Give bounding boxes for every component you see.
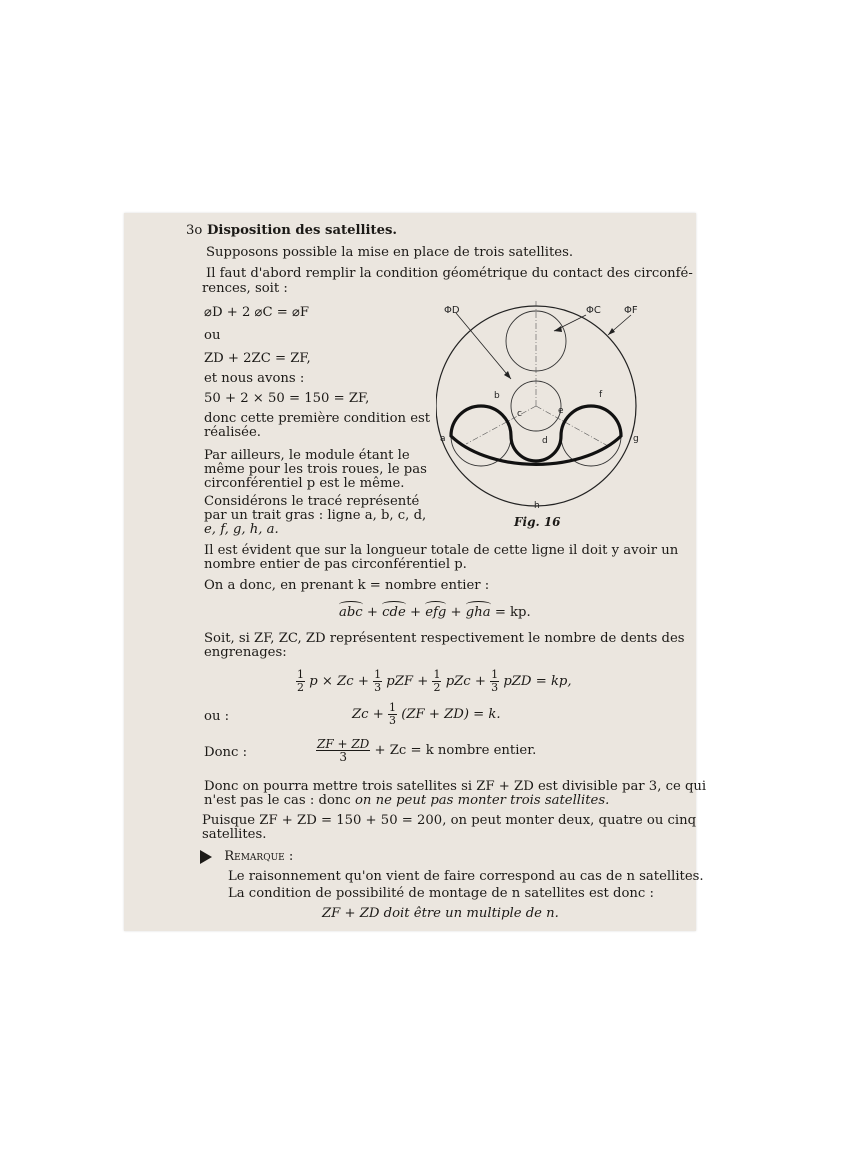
paragraph: On a donc, en prenant k = nombre entier : (204, 578, 490, 593)
fraction-num: ZF + ZD (317, 737, 370, 751)
paragraph: satellites. (202, 827, 267, 842)
paragraph: e, f, g, h, a. (204, 522, 279, 537)
term: Zc + (352, 707, 384, 722)
equation-diameters: ⌀D + 2 ⌀C = ⌀F (204, 305, 310, 320)
paragraph: Par ailleurs, le module étant le (204, 448, 410, 463)
term: + Zc = k nombre entier. (374, 743, 537, 758)
label-phi-d: ΦD (444, 305, 460, 316)
label-g: g (633, 434, 639, 444)
paragraph: circonférentiel p est le même. (204, 476, 405, 491)
paragraph: rences, soit : (202, 281, 288, 296)
paragraph: Donc on pourra mettre trois satellites si ZF + ZD est divisible par 3, ce qui (204, 779, 707, 794)
section-title: Disposition des satellites. (207, 223, 398, 238)
remarque-heading (200, 849, 293, 864)
fraction-num: 1 (374, 668, 382, 681)
paragraph: Il est évident que sur la longueur totale de cette ligne il doit y avoir un (204, 543, 679, 558)
label-d: d (542, 436, 548, 446)
fraction-num: 1 (297, 668, 304, 681)
label-phi-c: ΦC (586, 305, 601, 316)
paragraph: Le raisonnement qu'on vient de faire correspond au cas de n satellites. (228, 869, 704, 884)
arc-gha: gha (465, 605, 491, 620)
equation-teeth: ZD + 2ZC = ZF, (204, 351, 311, 366)
fraction-den: 3 (389, 714, 396, 727)
equation-conclusion: ZF + ZD doit être un multiple de n. (322, 906, 559, 921)
fraction-num: 1 (491, 668, 499, 681)
equation-k (352, 700, 501, 730)
fraction-den: 3 (374, 681, 382, 694)
fraction-num: 1 (433, 668, 441, 681)
term: p × Zc + (309, 674, 369, 689)
label-phi-f: ΦF (624, 305, 638, 316)
text-donc: Donc : (204, 745, 248, 760)
text-ou: ou (204, 328, 221, 343)
arc-abc: abc (339, 605, 363, 620)
fraction-den: 3 (339, 750, 347, 764)
paragraph: engrenages: (204, 645, 287, 660)
paragraph: réalisée. (204, 425, 261, 440)
figure-caption: Fig. 16 (514, 515, 561, 529)
paragraph: par un trait gras : ligne a, b, c, d, (204, 508, 427, 523)
arc-efg: efg (425, 605, 447, 620)
term: pZF + (386, 674, 429, 689)
paragraph: Supposons possible la mise en place de trois satellites. (206, 245, 574, 260)
emphasis: on ne peut pas monter trois satellites. (354, 793, 610, 808)
label-h: h (534, 501, 540, 511)
fraction-den: 2 (433, 681, 441, 694)
term: pZc + (445, 674, 486, 689)
term: pZD = kp, (503, 674, 572, 689)
label-c: c (517, 409, 522, 419)
book-page (124, 213, 707, 931)
paragraph (204, 793, 609, 808)
text-ou: ou : (204, 709, 230, 724)
paragraph: Considérons le tracé représenté (204, 494, 420, 509)
term: (ZF + ZD) = k. (401, 707, 501, 722)
paragraph: Il faut d'abord remplir la condition géométrique du contact des circonfé- (206, 266, 693, 281)
equation-donc (316, 735, 536, 767)
paragraph: Soit, si ZF, ZC, ZD représentent respectivement le nombre de dents des (204, 631, 685, 646)
label-a: a (440, 434, 446, 444)
triangle-bullet-icon (200, 850, 212, 864)
paragraph: nombre entier de pas circonférentiel p. (204, 557, 467, 572)
label-b: b (494, 391, 500, 401)
equation-long (296, 669, 572, 695)
text-span: n'est pas le cas : donc (204, 793, 355, 808)
label-e: e (558, 406, 564, 416)
fraction-num: 1 (389, 701, 396, 714)
fraction-den: 2 (297, 681, 304, 694)
paragraph: donc cette première condition est (204, 411, 431, 426)
remarque-label: Remarque : (224, 849, 294, 864)
fraction-den: 3 (491, 681, 499, 694)
paragraph: et nous avons : (204, 371, 305, 386)
equation-arcs: abc + cde + efg + gha = kp. (339, 605, 531, 620)
paragraph: même pour les trois roues, le pas (204, 462, 427, 477)
arc-cde: cde (382, 605, 406, 620)
gear-diagram (436, 301, 646, 541)
paragraph: Puisque ZF + ZD = 150 + 50 = 200, on peut monter deux, quatre ou cinq (202, 813, 697, 828)
paragraph: La condition de possibilité de montage de n satellites est donc : (228, 886, 654, 901)
section-number: 3o (186, 223, 203, 238)
traced-path (451, 406, 621, 464)
label-f: f (599, 390, 603, 400)
equation-numeric: 50 + 2 × 50 = 150 = ZF, (204, 391, 370, 406)
arc-equation-rhs: = kp. (494, 605, 531, 620)
